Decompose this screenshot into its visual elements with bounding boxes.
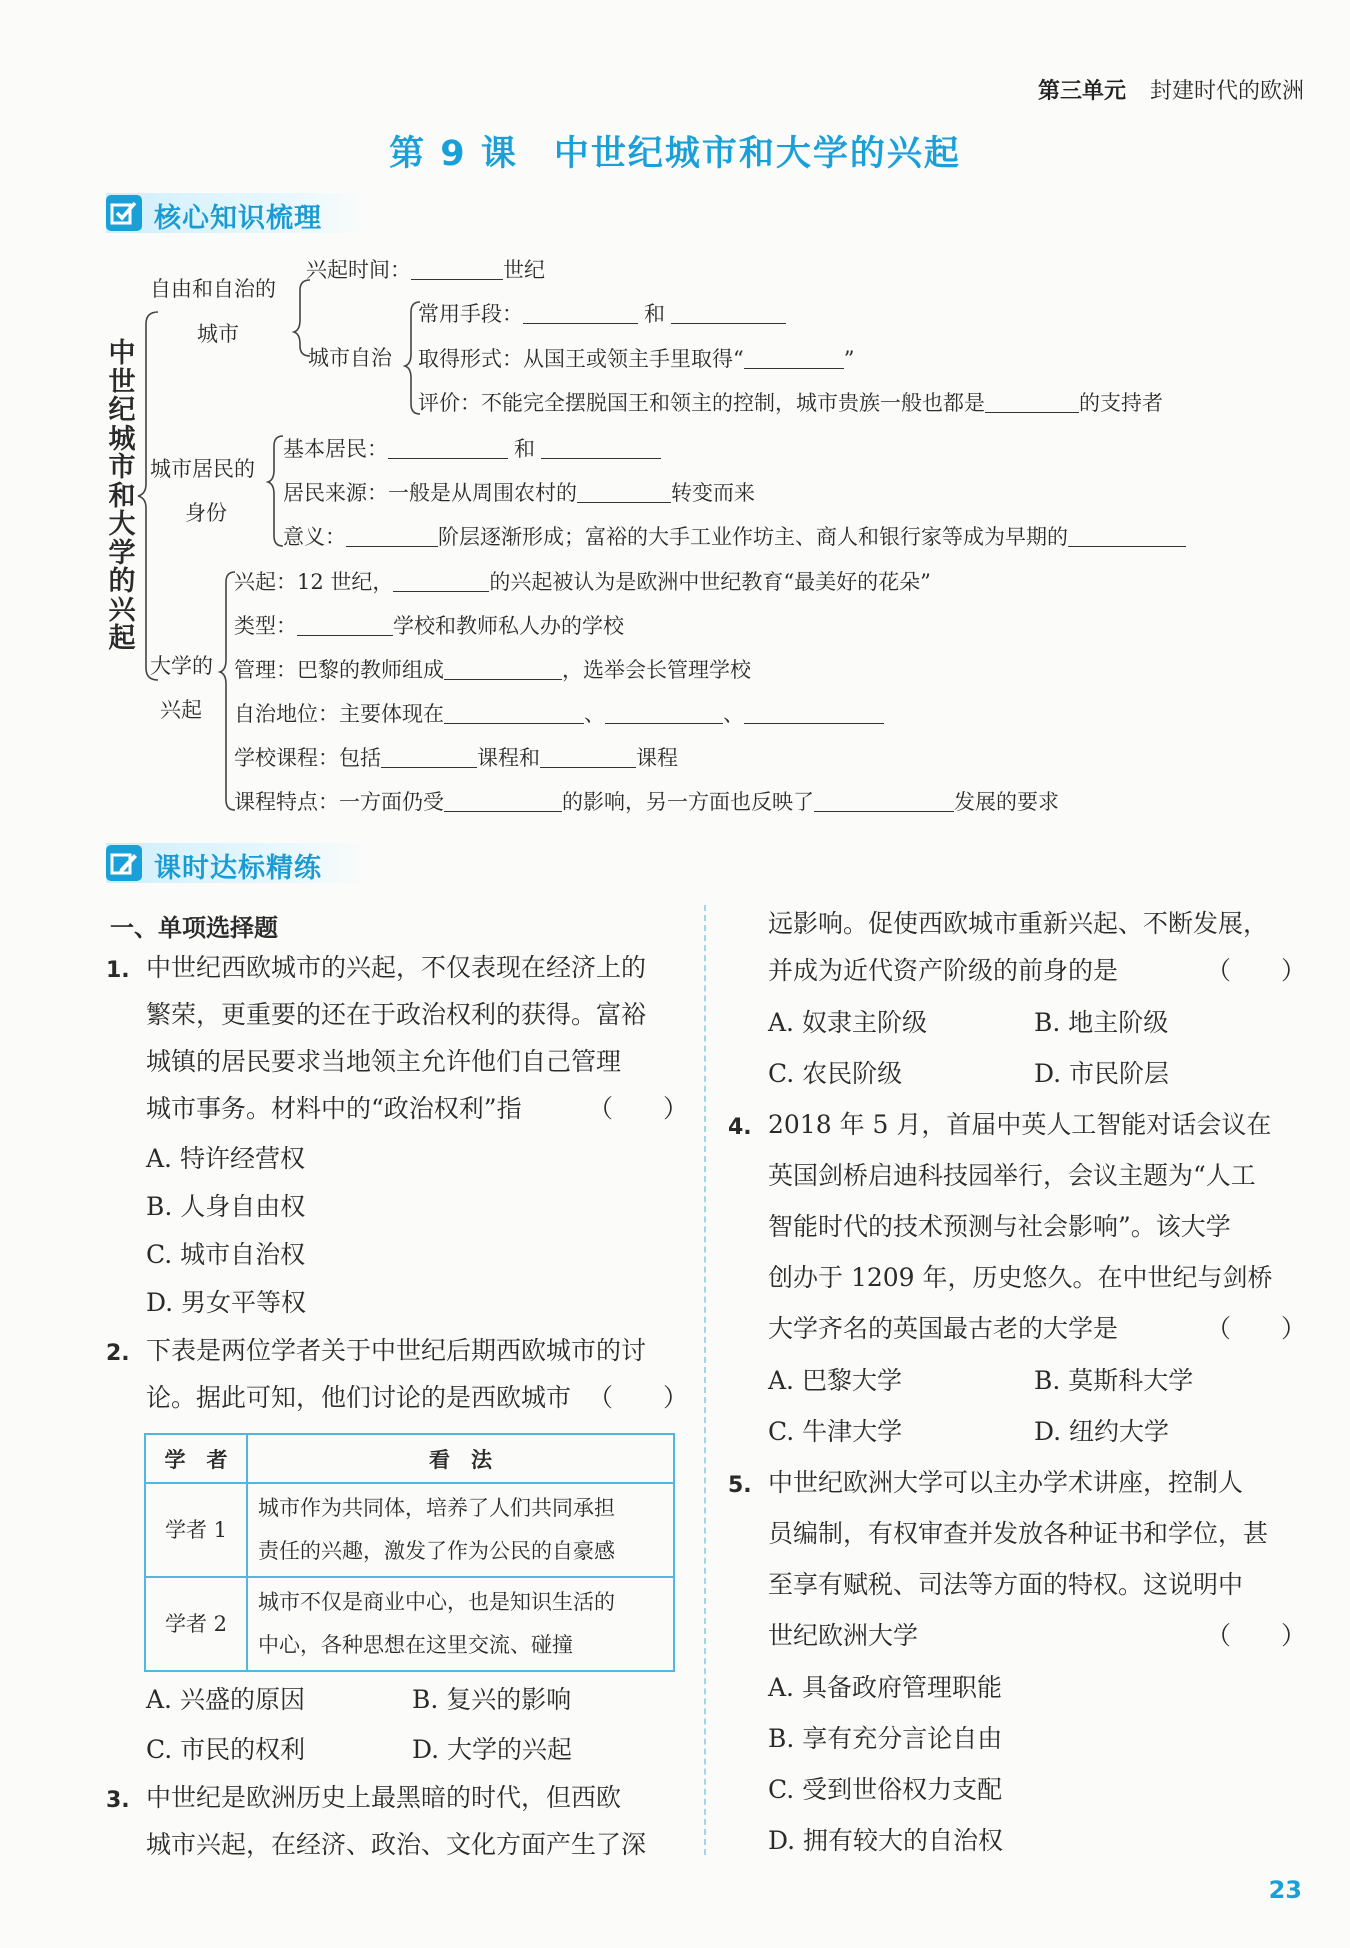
q3-option-b[interactable]: B. 地主阶级 [1034, 1008, 1169, 1037]
q3-answer-bracket: （ ） [1206, 956, 1307, 985]
q1-option-d[interactable]: D. 男女平等权 [146, 1288, 307, 1317]
q2-line-1: 下表是两位学者关于中世纪后期西欧城市的讨 [146, 1336, 647, 1365]
q3-number: 3. [106, 1788, 130, 1813]
q1-option-c[interactable]: C. 城市自治权 [146, 1240, 306, 1269]
q2-answer-bracket: （ ） [588, 1383, 689, 1412]
section-knowledge-title: 核心知识梳理 [154, 203, 322, 234]
branch1-label: 自由和自治的 [150, 277, 276, 301]
q3-option-d[interactable]: D. 市民阶层 [1034, 1059, 1170, 1088]
q3-line-1: 中世纪是欧洲历史上最黑暗的时代，但西欧 [146, 1783, 622, 1812]
q4-line-2: 英国剑桥启迪科技园举行，会议主题为“人工 [768, 1161, 1256, 1190]
unit-title: 封建时代的欧洲 [1149, 79, 1304, 104]
q4-line-3: 智能时代的技术预测与社会影响”。该大学 [768, 1212, 1231, 1241]
table-header-row [145, 1434, 674, 1483]
table-cell-scholar: 学者 2 [145, 1577, 247, 1671]
section-practice [106, 843, 368, 883]
q4-option-b[interactable]: B. 莫斯科大学 [1034, 1366, 1194, 1395]
q1-answer-bracket: （ ） [588, 1094, 689, 1123]
table-cell-scholar: 学者 1 [145, 1483, 247, 1577]
q5-answer-bracket: （ ） [1206, 1621, 1307, 1650]
q4-option-c[interactable]: C. 牛津大学 [768, 1417, 903, 1446]
q2-option-a[interactable]: A. 兴盛的原因 [146, 1685, 305, 1714]
q5-line-1: 中世纪欧洲大学可以主办学术讲座，控制人 [768, 1468, 1244, 1497]
q5-option-b[interactable]: B. 享有充分言论自由 [768, 1724, 1003, 1753]
university-rise: 兴起：12 世纪， 的兴起被认为是欧洲中世纪教育“最美好的花朵” [234, 570, 931, 594]
q2-line-2: 论。据此可知，他们讨论的是西欧城市 [146, 1383, 572, 1412]
q3-line-2: 城市兴起，在经济、政治、文化方面产生了深 [146, 1830, 647, 1859]
q5-number: 5. [728, 1473, 752, 1498]
exercise-type: 一、单项选择题 [110, 914, 278, 942]
branch2-label-2: 身份 [185, 501, 227, 525]
table-cell-view: 城市不仅是商业中心，也是知识生活的 中心，各种思想在这里交流、碰撞 [247, 1577, 674, 1671]
branch1-label-2: 城市 [197, 322, 239, 346]
university-type: 类型： 学校和教师私人办的学校 [234, 614, 624, 638]
resident-source: 居民来源：一般是从周围农村的 转变而来 [283, 481, 755, 505]
mindmap-root: 中世纪城市和大学的兴起 [108, 338, 136, 654]
resident-meaning: 意义： 阶层逐渐形成；富裕的大手工业作坊主、商人和银行家等成为早期的 [283, 525, 1186, 548]
course-features: 课程特点：一方面仍受 的影响，另一方面也反映了 发展的要求 [234, 790, 1059, 814]
branch3-label-2: 兴起 [160, 698, 202, 722]
q4-option-a[interactable]: A. 巴黎大学 [768, 1366, 902, 1395]
q2-option-b[interactable]: B. 复兴的影响 [412, 1685, 572, 1714]
basic-residents: 基本居民： 和 [283, 437, 661, 460]
q5-line-3: 至享有赋税、司法等方面的特权。这说明中 [768, 1570, 1244, 1599]
autonomy-evaluation: 评价：不能完全摆脱国王和领主的控制，城市贵族一般也都是 的支持者 [418, 391, 1163, 415]
q5-line-4: 世纪欧洲大学 [768, 1621, 919, 1650]
lesson-name: 中世纪城市和大学的兴起 [553, 134, 961, 174]
scholars-table [144, 1433, 675, 1672]
city-rise-time: 兴起时间： 世纪 [306, 258, 545, 282]
q5-option-c[interactable]: C. 受到世俗权力支配 [768, 1775, 1003, 1804]
q3-line-3: 远影响。促使西欧城市重新兴起、不断发展， [768, 909, 1269, 938]
branch2-label: 城市居民的 [150, 457, 255, 481]
university-autonomy: 自治地位：主要体现在 、 、 [234, 702, 884, 725]
q1-line-2: 繁荣，更重要的还在于政治权利的获得。富裕 [146, 1000, 647, 1029]
q2-option-c[interactable]: C. 市民的权利 [146, 1735, 306, 1764]
branch3-label: 大学的 [150, 654, 213, 678]
table-cell-view: 城市作为共同体，培养了人们共同承担 责任的兴趣，激发了作为公民的自豪感 [247, 1483, 674, 1577]
q3-option-c[interactable]: C. 农民阶级 [768, 1059, 903, 1088]
autonomy-means: 常用手段： 和 [418, 302, 786, 325]
q5-option-d[interactable]: D. 拥有较大的自治权 [768, 1826, 1004, 1855]
university-courses: 学校课程：包括 课程和 课程 [234, 746, 678, 770]
q1-line-3: 城镇的居民要求当地领主允许他们自己管理 [146, 1047, 622, 1076]
q5-option-a[interactable]: A. 具备政府管理职能 [768, 1673, 1002, 1702]
university-management: 管理：巴黎的教师组成 ，选举会长管理学校 [234, 658, 751, 682]
table-header-scholar: 学 者 [145, 1434, 247, 1483]
q5-line-2: 员编制，有权审查并发放各种证书和学位，甚 [768, 1519, 1269, 1548]
q4-number: 4. [728, 1115, 752, 1140]
autonomy-form: 取得形式：从国王或领主手里取得“ ” [418, 347, 855, 371]
page-number: 23 [1268, 1876, 1302, 1904]
q3-line-4: 并成为近代资产阶级的前身的是 [768, 956, 1119, 985]
q2-option-d[interactable]: D. 大学的兴起 [412, 1735, 573, 1764]
table-row [145, 1483, 674, 1577]
city-autonomy-label: 城市自治 [308, 346, 392, 370]
q2-number: 2. [106, 1341, 130, 1366]
unit-label: 第三单元 [1037, 79, 1126, 104]
table-header-view: 看 法 [247, 1434, 674, 1483]
pencil-icon [106, 845, 142, 881]
q1-option-b[interactable]: B. 人身自由权 [146, 1192, 306, 1221]
q3-option-a[interactable]: A. 奴隶主阶级 [768, 1008, 927, 1037]
q4-option-d[interactable]: D. 纽约大学 [1034, 1417, 1170, 1446]
q4-line-4: 创办于 1209 年，历史悠久。在中世纪与剑桥 [768, 1263, 1273, 1292]
q1-line-1: 中世纪西欧城市的兴起，不仅表现在经济上的 [146, 953, 647, 982]
q1-number: 1. [106, 958, 130, 983]
q4-line-1: 2018 年 5 月，首届中英人工智能对话会议在 [768, 1110, 1272, 1139]
table-row [145, 1577, 674, 1671]
q4-line-5: 大学齐名的英国最古老的大学是 [768, 1314, 1119, 1343]
lesson-number: 第 9 课 [389, 134, 518, 174]
q1-option-a[interactable]: A. 特许经营权 [146, 1144, 305, 1173]
q1-line-4: 城市事务。材料中的“政治权利”指 [146, 1094, 522, 1123]
column-divider [704, 905, 706, 1855]
q4-answer-bracket: （ ） [1206, 1314, 1307, 1343]
section-practice-title: 课时达标精练 [154, 853, 322, 884]
